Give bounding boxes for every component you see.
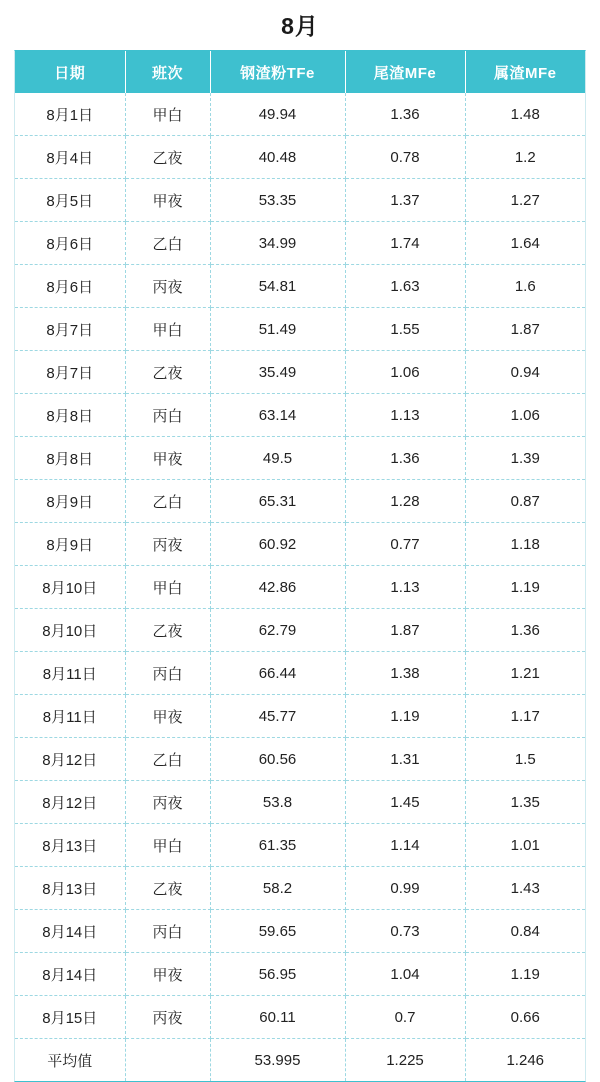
summary-cell-tailings-mfe: 1.225 <box>345 1039 465 1082</box>
cell-date: 8月12日 <box>15 781 125 824</box>
cell-date: 8月11日 <box>15 695 125 738</box>
table-row <box>15 394 585 437</box>
cell-slag-powder-tfe: 53.35 <box>210 179 345 222</box>
cell-tailings-mfe: 0.99 <box>345 867 465 910</box>
cell-date: 8月7日 <box>15 351 125 394</box>
cell-attached-slag-mfe: 1.43 <box>465 867 585 910</box>
table-container <box>14 50 586 1082</box>
cell-slag-powder-tfe: 61.35 <box>210 824 345 867</box>
cell-tailings-mfe: 1.36 <box>345 93 465 136</box>
table-row <box>15 222 585 265</box>
table-row <box>15 695 585 738</box>
cell-shift: 乙白 <box>125 738 210 781</box>
table-row <box>15 437 585 480</box>
table-row <box>15 308 585 351</box>
summary-cell-shift <box>125 1039 210 1082</box>
table-row <box>15 351 585 394</box>
cell-date: 8月13日 <box>15 824 125 867</box>
cell-attached-slag-mfe: 1.64 <box>465 222 585 265</box>
cell-shift: 甲夜 <box>125 695 210 738</box>
cell-slag-powder-tfe: 42.86 <box>210 566 345 609</box>
cell-shift: 乙白 <box>125 222 210 265</box>
table-row <box>15 523 585 566</box>
cell-slag-powder-tfe: 60.56 <box>210 738 345 781</box>
cell-tailings-mfe: 1.63 <box>345 265 465 308</box>
cell-tailings-mfe: 1.87 <box>345 609 465 652</box>
cell-slag-powder-tfe: 51.49 <box>210 308 345 351</box>
cell-attached-slag-mfe: 1.06 <box>465 394 585 437</box>
cell-date: 8月14日 <box>15 953 125 996</box>
cell-date: 8月15日 <box>15 996 125 1039</box>
table-row <box>15 824 585 867</box>
cell-tailings-mfe: 1.19 <box>345 695 465 738</box>
cell-tailings-mfe: 1.45 <box>345 781 465 824</box>
cell-attached-slag-mfe: 1.36 <box>465 609 585 652</box>
cell-slag-powder-tfe: 60.92 <box>210 523 345 566</box>
cell-attached-slag-mfe: 1.19 <box>465 953 585 996</box>
cell-attached-slag-mfe: 0.87 <box>465 480 585 523</box>
cell-attached-slag-mfe: 1.19 <box>465 566 585 609</box>
summary-cell-attached-slag-mfe: 1.246 <box>465 1039 585 1082</box>
cell-attached-slag-mfe: 1.18 <box>465 523 585 566</box>
cell-slag-powder-tfe: 53.8 <box>210 781 345 824</box>
cell-date: 8月9日 <box>15 523 125 566</box>
table-row <box>15 910 585 953</box>
cell-slag-powder-tfe: 58.2 <box>210 867 345 910</box>
cell-tailings-mfe: 1.74 <box>345 222 465 265</box>
cell-slag-powder-tfe: 49.5 <box>210 437 345 480</box>
cell-attached-slag-mfe: 1.39 <box>465 437 585 480</box>
cell-tailings-mfe: 1.04 <box>345 953 465 996</box>
column-header-slag-powder-tfe: 钢渣粉TFe <box>210 51 345 93</box>
cell-shift: 乙夜 <box>125 609 210 652</box>
cell-shift: 甲夜 <box>125 179 210 222</box>
cell-shift: 乙夜 <box>125 136 210 179</box>
cell-shift: 丙白 <box>125 910 210 953</box>
table-summary-row <box>15 1039 585 1082</box>
table-row <box>15 179 585 222</box>
measurements-table <box>15 51 585 1081</box>
cell-attached-slag-mfe: 1.21 <box>465 652 585 695</box>
cell-shift: 乙白 <box>125 480 210 523</box>
cell-shift: 甲白 <box>125 308 210 351</box>
cell-tailings-mfe: 1.37 <box>345 179 465 222</box>
table-row <box>15 996 585 1039</box>
cell-date: 8月12日 <box>15 738 125 781</box>
cell-date: 8月8日 <box>15 437 125 480</box>
cell-attached-slag-mfe: 1.87 <box>465 308 585 351</box>
cell-tailings-mfe: 1.31 <box>345 738 465 781</box>
cell-date: 8月1日 <box>15 93 125 136</box>
cell-attached-slag-mfe: 1.5 <box>465 738 585 781</box>
cell-date: 8月5日 <box>15 179 125 222</box>
cell-shift: 乙夜 <box>125 867 210 910</box>
table-row <box>15 136 585 179</box>
cell-slag-powder-tfe: 60.11 <box>210 996 345 1039</box>
table-row <box>15 480 585 523</box>
cell-tailings-mfe: 1.55 <box>345 308 465 351</box>
cell-date: 8月10日 <box>15 566 125 609</box>
cell-shift: 丙夜 <box>125 996 210 1039</box>
cell-tailings-mfe: 1.14 <box>345 824 465 867</box>
cell-attached-slag-mfe: 0.66 <box>465 996 585 1039</box>
cell-tailings-mfe: 0.73 <box>345 910 465 953</box>
cell-date: 8月6日 <box>15 265 125 308</box>
table-row <box>15 738 585 781</box>
cell-shift: 丙夜 <box>125 265 210 308</box>
table-body <box>15 93 585 1081</box>
cell-shift: 丙夜 <box>125 523 210 566</box>
table-row <box>15 566 585 609</box>
cell-attached-slag-mfe: 1.2 <box>465 136 585 179</box>
cell-date: 8月13日 <box>15 867 125 910</box>
table-row <box>15 652 585 695</box>
cell-tailings-mfe: 1.36 <box>345 437 465 480</box>
cell-slag-powder-tfe: 35.49 <box>210 351 345 394</box>
cell-shift: 甲白 <box>125 824 210 867</box>
cell-slag-powder-tfe: 49.94 <box>210 93 345 136</box>
table-row <box>15 265 585 308</box>
column-header-shift: 班次 <box>125 51 210 93</box>
cell-slag-powder-tfe: 59.65 <box>210 910 345 953</box>
cell-shift: 丙白 <box>125 652 210 695</box>
cell-shift: 丙白 <box>125 394 210 437</box>
table-row <box>15 953 585 996</box>
cell-slag-powder-tfe: 65.31 <box>210 480 345 523</box>
cell-date: 8月14日 <box>15 910 125 953</box>
cell-slag-powder-tfe: 62.79 <box>210 609 345 652</box>
cell-date: 8月8日 <box>15 394 125 437</box>
table-row <box>15 93 585 136</box>
cell-tailings-mfe: 1.06 <box>345 351 465 394</box>
cell-shift: 甲白 <box>125 566 210 609</box>
summary-cell-slag-powder-tfe: 53.995 <box>210 1039 345 1082</box>
cell-shift: 甲白 <box>125 93 210 136</box>
table-header-row <box>15 51 585 93</box>
table-header <box>15 51 585 93</box>
column-header-attached-slag-mfe: 属渣MFe <box>465 51 585 93</box>
cell-date: 8月9日 <box>15 480 125 523</box>
summary-cell-date: 平均值 <box>15 1039 125 1082</box>
cell-tailings-mfe: 0.77 <box>345 523 465 566</box>
cell-slag-powder-tfe: 54.81 <box>210 265 345 308</box>
cell-tailings-mfe: 0.7 <box>345 996 465 1039</box>
cell-attached-slag-mfe: 1.35 <box>465 781 585 824</box>
cell-slag-powder-tfe: 34.99 <box>210 222 345 265</box>
cell-slag-powder-tfe: 40.48 <box>210 136 345 179</box>
cell-date: 8月7日 <box>15 308 125 351</box>
cell-date: 8月10日 <box>15 609 125 652</box>
cell-tailings-mfe: 1.38 <box>345 652 465 695</box>
cell-attached-slag-mfe: 0.94 <box>465 351 585 394</box>
cell-slag-powder-tfe: 56.95 <box>210 953 345 996</box>
table-row <box>15 781 585 824</box>
column-header-date: 日期 <box>15 51 125 93</box>
cell-attached-slag-mfe: 0.84 <box>465 910 585 953</box>
cell-slag-powder-tfe: 45.77 <box>210 695 345 738</box>
column-header-tailings-mfe: 尾渣MFe <box>345 51 465 93</box>
cell-date: 8月6日 <box>15 222 125 265</box>
cell-shift: 甲夜 <box>125 953 210 996</box>
page-title: 8月 <box>281 13 319 39</box>
cell-date: 8月11日 <box>15 652 125 695</box>
cell-attached-slag-mfe: 1.01 <box>465 824 585 867</box>
cell-tailings-mfe: 1.28 <box>345 480 465 523</box>
cell-attached-slag-mfe: 1.27 <box>465 179 585 222</box>
cell-date: 8月4日 <box>15 136 125 179</box>
table-row <box>15 867 585 910</box>
cell-tailings-mfe: 0.78 <box>345 136 465 179</box>
cell-attached-slag-mfe: 1.6 <box>465 265 585 308</box>
cell-shift: 乙夜 <box>125 351 210 394</box>
cell-tailings-mfe: 1.13 <box>345 566 465 609</box>
cell-tailings-mfe: 1.13 <box>345 394 465 437</box>
cell-shift: 丙夜 <box>125 781 210 824</box>
cell-attached-slag-mfe: 1.48 <box>465 93 585 136</box>
table-row <box>15 609 585 652</box>
cell-slag-powder-tfe: 66.44 <box>210 652 345 695</box>
cell-slag-powder-tfe: 63.14 <box>210 394 345 437</box>
cell-shift: 甲夜 <box>125 437 210 480</box>
cell-attached-slag-mfe: 1.17 <box>465 695 585 738</box>
